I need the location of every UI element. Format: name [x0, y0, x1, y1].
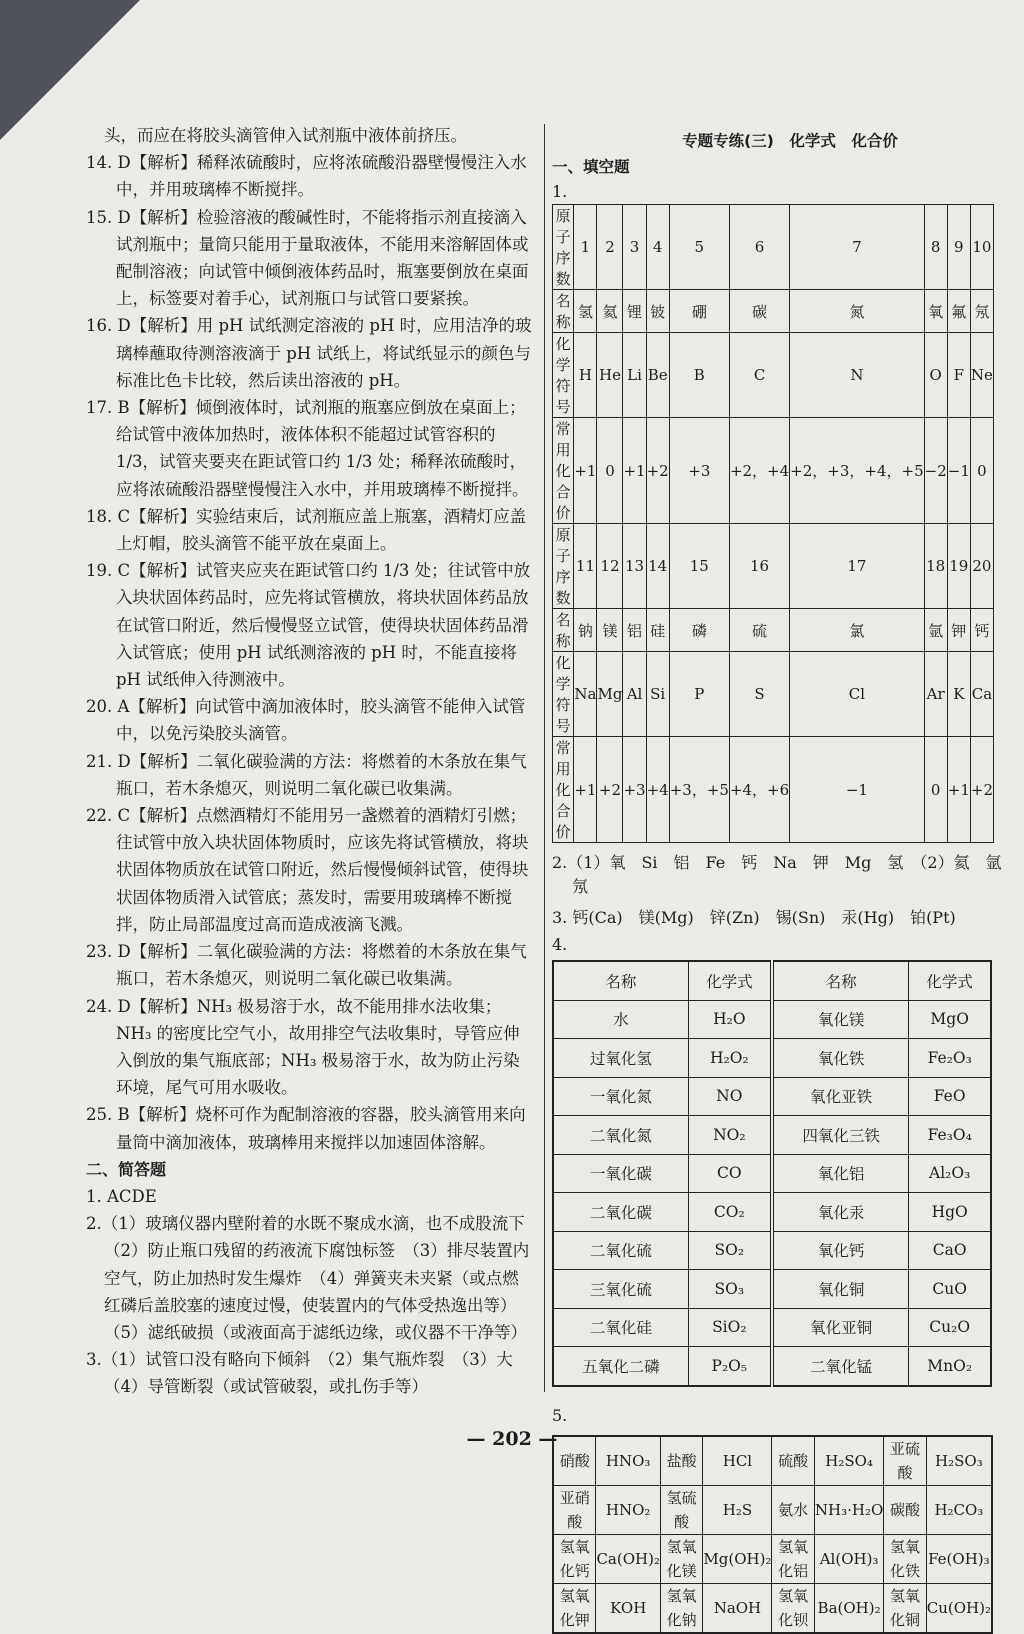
element-cell: C — [729, 333, 789, 418]
table-cell: 氢氧化钾 — [553, 1583, 596, 1633]
table-cell: 氧化铜 — [772, 1270, 909, 1309]
element-cell: 19 — [947, 524, 970, 609]
row-label: 原子序数 — [553, 205, 574, 290]
element-cell: 钙 — [970, 609, 993, 652]
table-row — [553, 1583, 992, 1633]
page-corner-shadow — [0, 0, 140, 140]
element-cell: Ca — [970, 652, 993, 737]
table-cell: 二氧化锰 — [772, 1347, 909, 1386]
element-cell: K — [947, 652, 970, 737]
q3-answer: 3. 钙(Ca) 镁(Mg) 锌(Zn) 锡(Sn) 汞(Hg) 铂(Pt) — [552, 908, 956, 927]
section-title: 专题专练(三) 化学式 化合价 — [682, 132, 898, 150]
element-cell: +3 — [623, 737, 646, 843]
table-cell: 氧化汞 — [772, 1193, 909, 1232]
element-row — [553, 737, 994, 843]
table-row — [553, 1534, 992, 1583]
answer-item: 25. B【解析】烧杯可作为配制溶液的容器，胶头滴管用来向量筒中滴加液体，玻璃棒用来搅拌以加速固体溶解。 — [86, 1105, 526, 1152]
element-cell: Cl — [790, 652, 924, 737]
table-cell: 碳酸 — [884, 1485, 926, 1534]
element-cell: 0 — [924, 737, 947, 843]
formula-table — [552, 960, 992, 1387]
table-cell: NaOH — [703, 1583, 772, 1633]
element-cell: 15 — [669, 524, 729, 609]
row-label: 常用化合价 — [553, 418, 574, 524]
fill-in-heading: 一、填空题 — [552, 158, 630, 176]
table-cell: P₂O₅ — [688, 1347, 772, 1386]
element-row — [553, 609, 994, 652]
table-cell: 一氧化碳 — [553, 1154, 688, 1193]
answer-item: 2.（1）玻璃仪器内壁附着的水既不聚成水滴，也不成股流下 （2）防止瓶口残留的药液流下腐蚀标签 （3）排尽装置内空气，防止加热时发生爆炸 （4）弹簧夹未夹紧（或点燃红磷后盖胶塞的速度过慢，使装置内的气体受热逸出等） （5）滤纸破损（或液面高于滤纸边缘，或仪器不干净等） — [86, 1214, 542, 1342]
element-cell: 硼 — [669, 290, 729, 333]
table-cell: CO₂ — [688, 1193, 772, 1232]
column-divider — [544, 124, 545, 1392]
table-row — [553, 1000, 991, 1039]
element-cell: 7 — [790, 205, 924, 290]
table-cell: 氧化镁 — [772, 1000, 909, 1039]
table-cell: CuO — [909, 1270, 991, 1309]
element-cell: 13 — [623, 524, 646, 609]
answer-item: 1. ACDE — [86, 1186, 157, 1206]
element-cell: S — [729, 652, 789, 737]
element-cell: 18 — [924, 524, 947, 609]
table-cell: NH₃·H₂O — [814, 1485, 883, 1534]
element-cell: +1 — [947, 737, 970, 843]
table-cell: 三氧化硫 — [553, 1270, 688, 1309]
element-row — [553, 652, 994, 737]
element-cell: 钾 — [947, 609, 970, 652]
element-cell: 17 — [790, 524, 924, 609]
answer-item: 22. C【解析】点燃酒精灯不能用另一盏燃着的酒精灯引燃；往试管中放入块状固体物质时，应该先将试管横放，将块状固体物质放在试管口附近，然后慢慢倾斜试管，使得块状固体物质滑入试管底；蒸发时，需要用玻璃棒不断搅拌，防止局部温度过高而造成液滴飞溅。 — [86, 806, 529, 934]
element-cell: Ne — [970, 333, 993, 418]
section-heading: 二、简答题 — [86, 1159, 167, 1179]
element-cell: F — [947, 333, 970, 418]
element-cell: 8 — [924, 205, 947, 290]
element-cell: H — [574, 333, 597, 418]
element-cell: 氢 — [574, 290, 597, 333]
element-cell: 硫 — [729, 609, 789, 652]
row-label: 原子序数 — [553, 524, 574, 609]
element-cell: 铍 — [646, 290, 669, 333]
element-row — [553, 205, 994, 290]
table-cell: 过氧化氢 — [553, 1039, 688, 1078]
answer-item: 3.（1）试管口没有略向下倾斜 （2）集气瓶炸裂 （3）大 （4）导管断裂（或试管破裂，或扎伤手等） — [86, 1350, 530, 1397]
element-row — [553, 333, 994, 418]
answer-item: 19. C【解析】试管夹应夹在距试管口约 1/3 处；往试管中放入块状固体药品时，应先将试管横放，将块状固体药品放在试管口附近，然后慢慢竖立试管，使得块状固体药品滑入试管底；使用 pH 试纸测溶液的 pH 时，不能直接将 pH 试纸伸入待测液中。 — [86, 561, 531, 690]
element-cell: 12 — [597, 524, 623, 609]
table-cell: Al₂O₃ — [909, 1154, 991, 1193]
element-cell: +1 — [574, 418, 597, 524]
answer-item: 15. D【解析】检验溶液的酸碱性时，不能将指示剂直接滴入试剂瓶中；量筒只能用于量取液体，不能用来溶解固体或配制溶液；向试管中倾倒液体药品时，瓶塞要倒放在桌面上，标签要对着手心，试剂瓶口与试管口要紧挨。 — [86, 207, 529, 309]
element-cell: He — [597, 333, 623, 418]
element-cell: 10 — [970, 205, 993, 290]
table-cell: SO₂ — [688, 1231, 772, 1270]
table-cell: Fe₂O₃ — [909, 1039, 991, 1078]
table-cell: 氧化亚铜 — [772, 1308, 909, 1347]
table-cell: Cu₂O — [909, 1308, 991, 1347]
element-cell: 20 — [970, 524, 993, 609]
table-cell: 四氧化三铁 — [772, 1116, 909, 1155]
table-cell: H₂SO₄ — [814, 1436, 883, 1486]
table-row — [553, 1270, 991, 1309]
table-cell: H₂S — [703, 1485, 772, 1534]
element-cell: Mg — [597, 652, 623, 737]
answer-item: 18. C【解析】实验结束后，试剂瓶应盖上瓶塞，酒精灯应盖上灯帽，胶头滴管不能平放在桌面上。 — [86, 506, 527, 554]
table-cell: HNO₂ — [596, 1485, 661, 1534]
left-column — [86, 122, 542, 1401]
element-cell: +2，+3，+4，+5 — [790, 418, 924, 524]
row-label: 名称 — [553, 609, 574, 652]
table-cell: 氧化亚铁 — [772, 1077, 909, 1116]
column-header: 化学式 — [688, 961, 772, 1000]
element-cell: 9 — [947, 205, 970, 290]
table-cell: 氢氧化钡 — [772, 1583, 814, 1633]
table-cell: Fe₃O₄ — [909, 1116, 991, 1155]
table-row — [553, 1154, 991, 1193]
table-cell: 亚硝酸 — [553, 1485, 596, 1534]
answer-item: 16. D【解析】用 pH 试纸测定溶液的 pH 时，应用洁净的玻璃棒蘸取待测溶液滴于 pH 试纸上，将试纸显示的颜色与标准比色卡比较，然后读出溶液的 pH。 — [86, 316, 532, 390]
table-cell: 五氧化二磷 — [553, 1347, 688, 1386]
table-cell: FeO — [909, 1077, 991, 1116]
column-header: 名称 — [553, 961, 688, 1000]
element-row — [553, 524, 994, 609]
element-row — [553, 290, 994, 333]
table-cell: 硝酸 — [553, 1436, 596, 1486]
q4-label: 4. — [552, 935, 568, 954]
table-cell: Fe(OH)₃ — [926, 1534, 992, 1583]
table-cell: MgO — [909, 1000, 991, 1039]
table-cell: 氢氧化铜 — [884, 1583, 926, 1633]
element-cell: Si — [646, 652, 669, 737]
table-row — [553, 1308, 991, 1347]
element-cell: O — [924, 333, 947, 418]
table-cell: 盐酸 — [660, 1436, 702, 1486]
element-cell: 氮 — [790, 290, 924, 333]
table-cell: 二氧化氮 — [553, 1116, 688, 1155]
element-cell: +2 — [646, 418, 669, 524]
q2-answer: 2.（1）氧 Si 铝 Fe 钙 Na 钾 Mg 氢 （2）氦 氩 — [552, 853, 1002, 872]
table-row — [553, 1077, 991, 1116]
element-row — [553, 418, 994, 524]
element-cell: 氯 — [790, 609, 924, 652]
table-cell: 氢氧化钠 — [660, 1583, 702, 1633]
element-cell: 磷 — [669, 609, 729, 652]
table-row — [553, 1347, 991, 1386]
table-cell: H₂CO₃ — [926, 1485, 992, 1534]
table-cell: Al(OH)₃ — [814, 1534, 883, 1583]
element-cell: +2 — [970, 737, 993, 843]
table-cell: HNO₃ — [596, 1436, 661, 1486]
table-cell: 氢硫酸 — [660, 1485, 702, 1534]
element-cell: 6 — [729, 205, 789, 290]
table-cell: 二氧化碳 — [553, 1193, 688, 1232]
table-row — [553, 1485, 992, 1534]
answer-item: 17. B【解析】倾倒液体时，试剂瓶的瓶塞应倒放在桌面上；给试管中液体加热时，液体体积不能超过试管容积的 1/3，试管夹要夹在距试管口约 1/3 处；稀释浓硫酸时，应将浓硫酸沿器壁慢慢注入水中，并用玻璃棒不断搅拌。 — [86, 398, 529, 499]
table-cell: 水 — [553, 1000, 688, 1039]
element-cell: Al — [623, 652, 646, 737]
element-cell: 碳 — [729, 290, 789, 333]
row-label: 名称 — [553, 290, 574, 333]
table-cell: 二氧化硫 — [553, 1231, 688, 1270]
answer-item: 头，而应在将胶头滴管伸入试剂瓶中液体前挤压。 — [104, 126, 467, 145]
element-cell: +1 — [574, 737, 597, 843]
element-cell: 5 — [669, 205, 729, 290]
table-cell: H₂SO₃ — [926, 1436, 992, 1486]
element-cell: P — [669, 652, 729, 737]
element-cell: +1 — [623, 418, 646, 524]
element-cell: Li — [623, 333, 646, 418]
element-cell: +3 — [669, 418, 729, 524]
table-cell: 氧化铝 — [772, 1154, 909, 1193]
element-cell: B — [669, 333, 729, 418]
table-cell: 亚硫酸 — [884, 1436, 926, 1486]
table-cell: HCl — [703, 1436, 772, 1486]
element-cell: +2 — [597, 737, 623, 843]
table-row — [553, 1231, 991, 1270]
table-row — [553, 1193, 991, 1232]
element-cell: 氟 — [947, 290, 970, 333]
element-cell: 氧 — [924, 290, 947, 333]
element-cell: 氦 — [597, 290, 623, 333]
q1-label: 1. — [552, 182, 568, 201]
element-cell: −2 — [924, 418, 947, 524]
table-row — [553, 1039, 991, 1078]
page-number: — 202 — — [466, 1428, 558, 1450]
table-row — [553, 1116, 991, 1155]
element-table — [552, 204, 994, 843]
element-cell: 0 — [597, 418, 623, 524]
element-cell: 氖 — [970, 290, 993, 333]
element-cell: +3，+5 — [669, 737, 729, 843]
element-cell: 氩 — [924, 609, 947, 652]
element-cell: Na — [574, 652, 597, 737]
table-cell: MnO₂ — [909, 1347, 991, 1386]
answer-item: 23. D【解析】二氧化碳验满的方法：将燃着的木条放在集气瓶口，若木条熄灭，则说明二氧化碳已收集满。 — [86, 942, 527, 989]
table-cell: Mg(OH)₂ — [703, 1534, 772, 1583]
element-cell: 0 — [970, 418, 993, 524]
acid-base-table — [552, 1435, 993, 1634]
table-cell: NO₂ — [688, 1116, 772, 1155]
table-cell: 氢氧化铁 — [884, 1534, 926, 1583]
table-cell: 氨水 — [772, 1485, 814, 1534]
element-cell: 硅 — [646, 609, 669, 652]
table-cell: CaO — [909, 1231, 991, 1270]
table-cell: HgO — [909, 1193, 991, 1232]
right-column — [552, 124, 1002, 1634]
answer-item: 21. D【解析】二氧化碳验满的方法：将燃着的木条放在集气瓶口，若木条熄灭，则说明二氧化碳已收集满。 — [86, 751, 527, 798]
q2-answer-cont: 氖 — [572, 877, 589, 896]
element-cell: −1 — [790, 737, 924, 843]
element-cell: Ar — [924, 652, 947, 737]
answer-item: 24. D【解析】NH₃ 极易溶于水，故不能用排水法收集；NH₃ 的密度比空气小，故用排空气法收集时，导管应伸入倒放的集气瓶底部；NH₃ 极易溶于水，故为防止污染环境，尾气可用水吸收。 — [86, 996, 520, 1098]
row-label: 常用化合价 — [553, 737, 574, 843]
element-cell: 铝 — [623, 609, 646, 652]
table-cell: CO — [688, 1154, 772, 1193]
table-cell: 氢氧化钙 — [553, 1534, 596, 1583]
table-cell: H₂O — [688, 1000, 772, 1039]
element-cell: 2 — [597, 205, 623, 290]
table-cell: Ca(OH)₂ — [596, 1534, 661, 1583]
table-cell: H₂O₂ — [688, 1039, 772, 1078]
table-cell: 一氧化氮 — [553, 1077, 688, 1116]
answer-item: 20. A【解析】向试管中滴加液体时，胶头滴管不能伸入试管中，以免污染胶头滴管。 — [86, 697, 526, 744]
element-cell: +4，+6 — [729, 737, 789, 843]
table-cell: NO — [688, 1077, 772, 1116]
table-cell: Cu(OH)₂ — [926, 1583, 992, 1633]
row-label: 化学符号 — [553, 652, 574, 737]
element-cell: +4 — [646, 737, 669, 843]
element-cell: 3 — [623, 205, 646, 290]
element-cell: 镁 — [597, 609, 623, 652]
element-cell: 16 — [729, 524, 789, 609]
table-cell: 氢氧化镁 — [660, 1534, 702, 1583]
table-cell: 硫酸 — [772, 1436, 814, 1486]
element-cell: 1 — [574, 205, 597, 290]
element-cell: 钠 — [574, 609, 597, 652]
answer-item: 14. D【解析】稀释浓硫酸时，应将浓硫酸沿器壁慢慢注入水中，并用玻璃棒不断搅拌。 — [86, 153, 527, 200]
element-cell: 4 — [646, 205, 669, 290]
q5-label: 5. — [552, 1405, 568, 1425]
column-header: 名称 — [772, 961, 909, 1000]
element-cell: Be — [646, 333, 669, 418]
element-cell: −1 — [947, 418, 970, 524]
table-cell: SO₃ — [688, 1270, 772, 1309]
table-cell: Ba(OH)₂ — [814, 1583, 883, 1633]
element-cell: +2，+4 — [729, 418, 789, 524]
table-cell: 二氧化硅 — [553, 1308, 688, 1347]
column-header: 化学式 — [909, 961, 991, 1000]
row-label: 化学符号 — [553, 333, 574, 418]
table-cell: KOH — [596, 1583, 661, 1633]
table-cell: SiO₂ — [688, 1308, 772, 1347]
element-cell: 11 — [574, 524, 597, 609]
element-cell: N — [790, 333, 924, 418]
table-cell: 氢氧化铝 — [772, 1534, 814, 1583]
element-cell: 锂 — [623, 290, 646, 333]
element-cell: 14 — [646, 524, 669, 609]
table-cell: 氧化铁 — [772, 1039, 909, 1078]
table-cell: 氧化钙 — [772, 1231, 909, 1270]
